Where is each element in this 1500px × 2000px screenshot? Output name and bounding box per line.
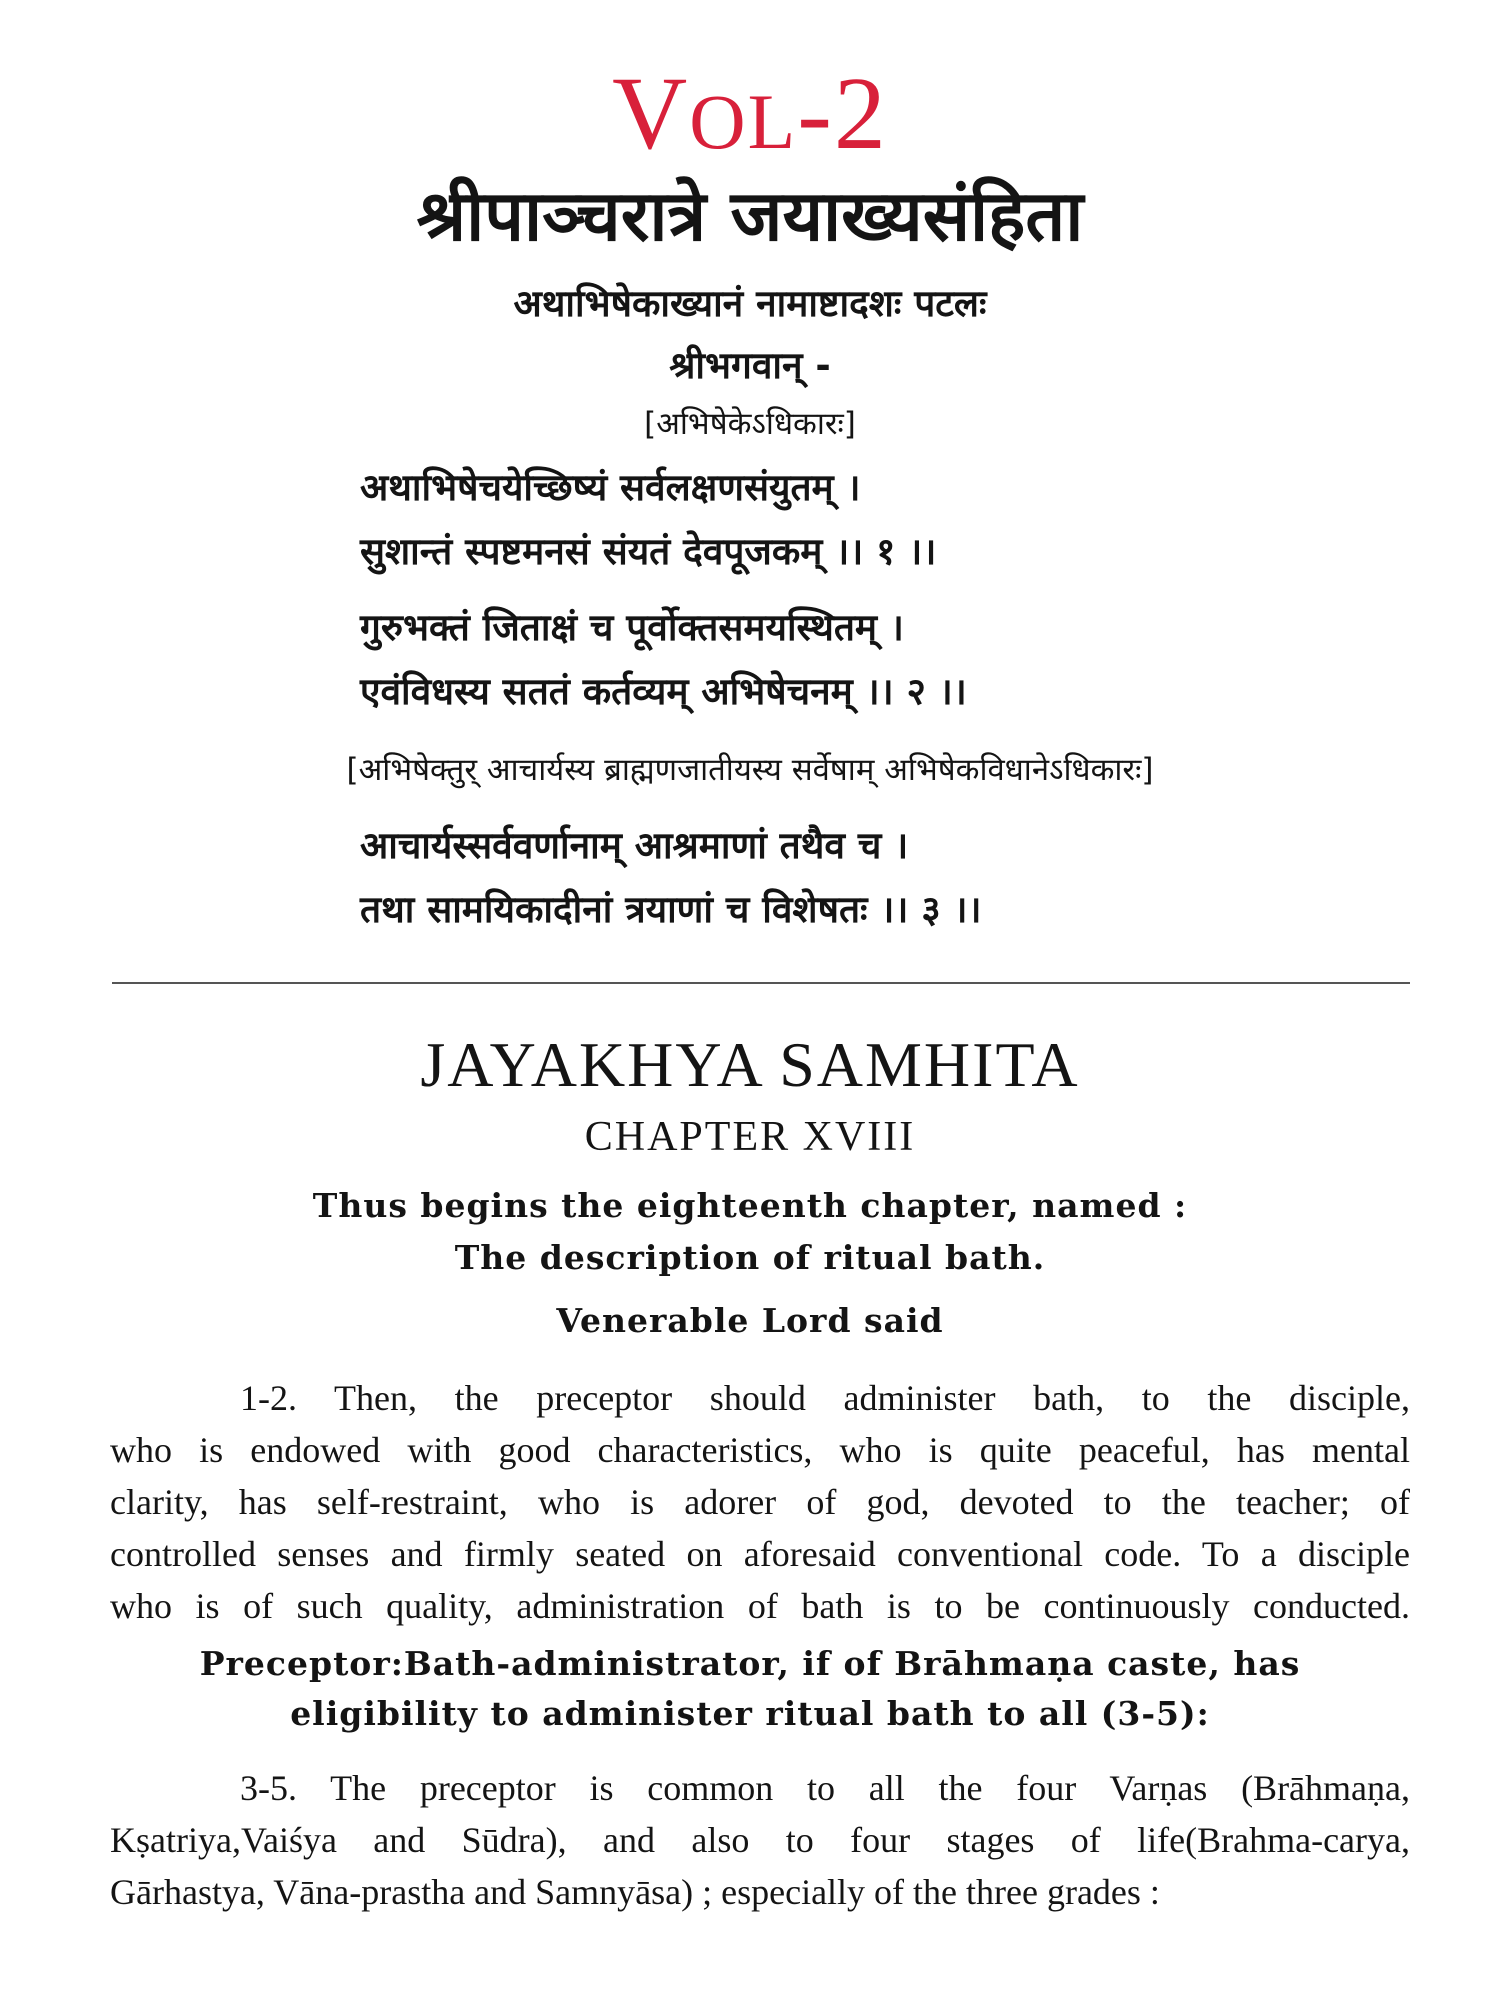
verse-1-line-2: सुशान्तं स्पष्टमनसं संयतं देवपूजकम् ।। १ ।। (360, 530, 937, 573)
volume-label (0, 56, 1500, 171)
intro-line-1: Thus begins the eighteenth chapter, named : (312, 1186, 1188, 1225)
verse-3-line-2: तथा सामयिकादीनां त्रयाणां च विशेषतः ।। ३ ।। (360, 888, 982, 931)
english-title: JAYAKHYA SAMHITA (420, 1029, 1080, 1100)
verse-1-line-1: अथाभिषेचयेच्छिष्यं सर्वलक्षणसंयुतम् । (360, 466, 861, 509)
sanskrit-chapter-heading: अथाभिषेकाख्यानं नामाष्टादशः पटलः (513, 282, 987, 325)
english-speaker: Venerable Lord said (556, 1301, 944, 1340)
sanskrit-section-heading: [अभिषेकेऽधिकारः] (644, 406, 856, 442)
verse-3-line-1: आचार्यस्सर्ववर्णानाम् आश्रमाणां तथैव च । (360, 824, 909, 867)
sanskrit-title: श्रीपाञ्चरात्रे जयाख्यसंहिता (416, 175, 1084, 257)
english-chapter: CHAPTER XVIII (584, 1114, 916, 1160)
paragraph-line: Kṣatriya,Vaiśya and Sūdra), and also to four stages of life(Brahma-carya, (110, 1820, 1410, 1860)
paragraph-line: controlled senses and firmly seated on aforesaid conventional code. To a disciple (110, 1534, 1410, 1574)
volume-rest: OL (689, 78, 798, 165)
paragraph-line: clarity, has self-restraint, who is adorer of god, devoted to the teacher; of (110, 1482, 1410, 1522)
volume-number: -2 (797, 56, 888, 171)
divider-rule (112, 982, 1410, 984)
subheading-line-2: eligibility to administer ritual bath to all (3-5): (290, 1694, 1210, 1733)
paragraph-line: Gārhastya, Vāna-prastha and Samnyāsa) ; especially of the three grades : (110, 1872, 1160, 1912)
paragraph-line: 3-5. The preceptor is common to all the four Varṇas (Brāhmaṇa, (240, 1768, 1410, 1808)
subheading-line-1: Preceptor:Bath-administrator, if of Brāhmaṇa caste, has (199, 1644, 1301, 1683)
paragraph-line: who is of such quality, administration of bath is to be continuously conducted. (110, 1586, 1410, 1626)
paragraph-verses-3-5 (110, 1762, 1410, 1918)
sanskrit-speaker: श्रीभगवान् - (669, 344, 831, 387)
verse-2-line-1: गुरुभक्तं जिताक्षं च पूर्वोक्तसमयस्थितम् । (360, 606, 904, 649)
paragraph-verses-1-2 (110, 1372, 1410, 1632)
intro-line-2: The description of ritual bath. (454, 1238, 1046, 1277)
sanskrit-section-heading-2: [अभिषेक्तुर् आचार्यस्य ब्राह्मणजातीयस्य सर्वेषाम् अभिषेकविधानेऽधिकारः] (346, 752, 1154, 788)
verse-2-line-2: एवंविधस्य सततं कर्तव्यम् अभिषेचनम् ।। २ ।। (360, 670, 967, 713)
volume-prefix: V (612, 56, 690, 171)
paragraph-line: who is endowed with good characteristics, who is quite peaceful, has mental (110, 1430, 1410, 1470)
paragraph-line: 1-2. Then, the preceptor should administer bath, to the disciple, (240, 1378, 1410, 1418)
